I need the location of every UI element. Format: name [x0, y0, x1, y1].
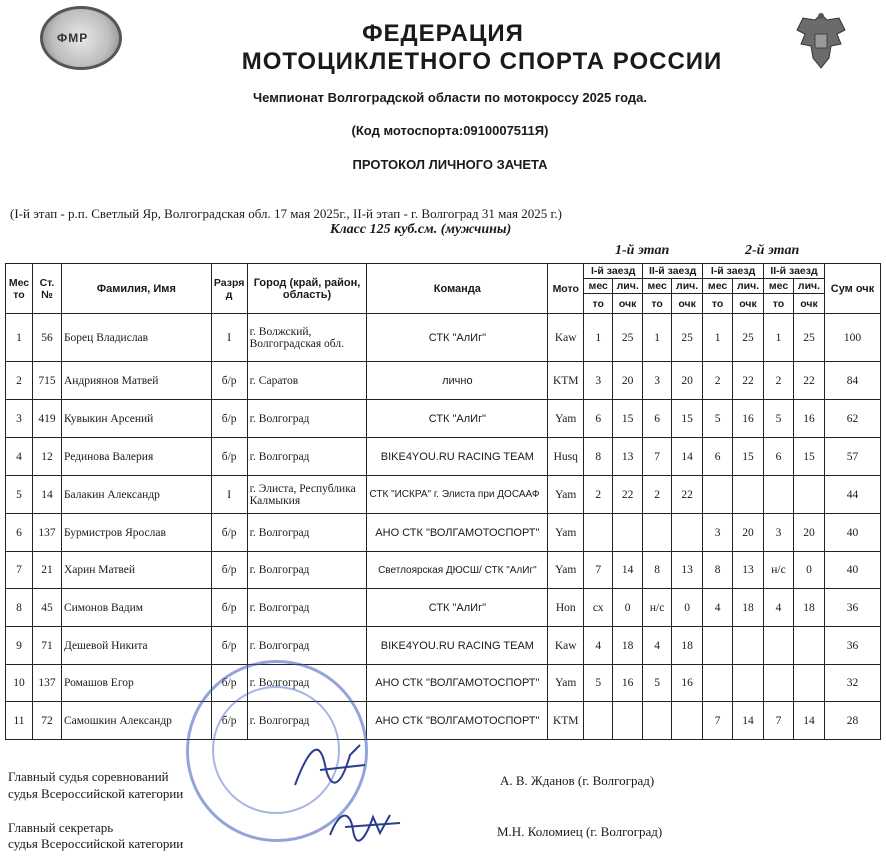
cell-moto: Kaw [548, 627, 584, 665]
cell-e1r2m: 1 [643, 314, 672, 362]
cell-e2r1o: 25 [733, 314, 764, 362]
cell-sum: 40 [824, 514, 880, 552]
secretary-name: М.Н. Коломиец (г. Волгоград) [497, 824, 663, 839]
cell-e1r1o: 13 [613, 438, 643, 476]
judge-role-1: Главный судья соревнований [8, 769, 169, 784]
cell-rank: б/р [211, 627, 247, 665]
cell-e2r2m: 3 [764, 514, 794, 552]
cell-sum: 28 [824, 702, 880, 740]
cell-e1r2o: 20 [672, 362, 703, 400]
cell-name: Ромашов Егор [61, 665, 211, 702]
cell-e2r2o [794, 476, 825, 514]
results-table [5, 263, 881, 740]
cell-city: г. Волжский, Волгоградская обл. [247, 314, 367, 362]
cell-e1r1m: 3 [584, 362, 613, 400]
cell-e2r2m: 2 [764, 362, 794, 400]
cell-city: г. Волгоград [247, 665, 367, 702]
cell-team: лично [367, 362, 548, 400]
cell-team: АНО СТК "ВОЛГАМОТОСПОРТ" [367, 514, 548, 552]
cell-e2r2m: 5 [764, 400, 794, 438]
cell-e2r1m: 7 [703, 702, 733, 740]
col-lich: лич. [794, 279, 825, 294]
cell-e2r1o: 15 [733, 438, 764, 476]
cell-e2r2m: 6 [764, 438, 794, 476]
cell-e1r1o [613, 514, 643, 552]
cell-name: Андриянов Матвей [61, 362, 211, 400]
cell-num: 12 [32, 438, 61, 476]
cell-place: 5 [6, 476, 33, 514]
cell-city: г. Элиста, Республика Калмыкия [247, 476, 367, 514]
cell-e2r2o: 15 [794, 438, 825, 476]
cell-moto: Husq [548, 438, 584, 476]
cell-city: г. Волгоград [247, 552, 367, 589]
judge-role-2: судья Всероссийской категории [8, 786, 184, 801]
cell-name: Борец Владислав [61, 314, 211, 362]
cell-e1r1m [584, 514, 613, 552]
stage-2-label: 2-й этап [745, 243, 800, 258]
cell-e1r1o: 25 [613, 314, 643, 362]
cell-e1r2o: 18 [672, 627, 703, 665]
cell-num: 45 [32, 589, 61, 627]
cell-e1r2m: 2 [643, 476, 672, 514]
cell-moto: Yam [548, 665, 584, 702]
cell-e1r2m [643, 514, 672, 552]
col-to: то [764, 294, 794, 314]
logo-text: ФМР [57, 31, 89, 45]
cell-sum: 40 [824, 552, 880, 589]
stages-info: (I-й этап - р.п. Светлый Яр, Волгоградская обл. 17 мая 2025г., II-й этап - г. Волгоград 31 мая 2025 г.) [10, 206, 562, 221]
table-row [6, 552, 881, 589]
cell-num: 137 [32, 514, 61, 552]
cell-name: Балакин Александр [61, 476, 211, 514]
cell-team: СТК "ИСКРА" г. Элиста при ДОСААФ [367, 476, 548, 514]
cell-e1r2o [672, 514, 703, 552]
cell-e2r1o: 22 [733, 362, 764, 400]
table-row [6, 665, 881, 702]
cell-num: 56 [32, 314, 61, 362]
cell-e2r1m: 5 [703, 400, 733, 438]
cell-e2r2m: 7 [764, 702, 794, 740]
col-to: то [643, 294, 672, 314]
cell-team: СТК "АлИг" [367, 314, 548, 362]
cell-name: Бурмистров Ярослав [61, 514, 211, 552]
cell-e2r1m: 4 [703, 589, 733, 627]
col-lich: лич. [672, 279, 703, 294]
cell-name: Симонов Вадим [61, 589, 211, 627]
stage-1-label: 1-й этап [615, 243, 670, 258]
cell-place: 9 [6, 627, 33, 665]
cell-city: г. Волгоград [247, 514, 367, 552]
cell-e2r2o [794, 627, 825, 665]
cell-team: BIKE4YOU.RU RACING TEAM [367, 438, 548, 476]
cell-e2r1m: 6 [703, 438, 733, 476]
cell-e2r1o [733, 627, 764, 665]
col-ochk: очк [733, 294, 764, 314]
cell-e1r2m: 8 [643, 552, 672, 589]
cell-place: 7 [6, 552, 33, 589]
cell-e2r1o [733, 476, 764, 514]
cell-e2r2m [764, 476, 794, 514]
cell-e2r1m: 1 [703, 314, 733, 362]
cell-e1r1m: сх [584, 589, 613, 627]
col-mesto: мес [584, 279, 613, 294]
cell-e2r2m [764, 627, 794, 665]
cell-e1r2m: 4 [643, 627, 672, 665]
cell-rank: I [211, 314, 247, 362]
cell-num: 72 [32, 702, 61, 740]
cell-e2r1m: 2 [703, 362, 733, 400]
cell-e1r1m: 4 [584, 627, 613, 665]
cell-num: 21 [32, 552, 61, 589]
col-mesto: мес [643, 279, 672, 294]
sport-code: (Код мотоспорта:0910007511Я) [351, 123, 549, 138]
table-row [6, 438, 881, 476]
cell-rank: б/р [211, 514, 247, 552]
judge-name: А. В. Жданов (г. Волгоград) [500, 773, 655, 788]
col-to: то [584, 294, 613, 314]
cell-place: 6 [6, 514, 33, 552]
col-place: Мес то [6, 264, 33, 314]
cell-e2r2o: 25 [794, 314, 825, 362]
cell-e1r2m: 5 [643, 665, 672, 702]
col-num: Ст. № [32, 264, 61, 314]
col-lich: лич. [733, 279, 764, 294]
cell-moto: Hon [548, 589, 584, 627]
cell-moto: Yam [548, 400, 584, 438]
cell-rank: б/р [211, 400, 247, 438]
cell-num: 14 [32, 476, 61, 514]
secretary-signature [325, 805, 405, 845]
cell-name: Рединова Валерия [61, 438, 211, 476]
cell-e1r2o: 15 [672, 400, 703, 438]
table-row [6, 400, 881, 438]
cell-e1r1m: 1 [584, 314, 613, 362]
cell-num: 419 [32, 400, 61, 438]
col-mesto: мес [764, 279, 794, 294]
cell-rank: б/р [211, 438, 247, 476]
cell-e1r2o: 25 [672, 314, 703, 362]
col-ochk: очк [672, 294, 703, 314]
cell-sum: 100 [824, 314, 880, 362]
cell-e1r2m: 3 [643, 362, 672, 400]
cell-name: Кувыкин Арсений [61, 400, 211, 438]
cell-name: Самошкин Александр [61, 702, 211, 740]
cell-moto: Yam [548, 514, 584, 552]
col-city: Город (край, район, область) [247, 264, 367, 314]
cell-e1r1o: 22 [613, 476, 643, 514]
cell-e2r1m [703, 627, 733, 665]
cell-e2r1o [733, 665, 764, 702]
cell-e1r2o: 16 [672, 665, 703, 702]
cell-sum: 44 [824, 476, 880, 514]
cell-e2r1o: 13 [733, 552, 764, 589]
cell-e1r1o: 16 [613, 665, 643, 702]
cell-city: г. Волгоград [247, 400, 367, 438]
cell-sum: 62 [824, 400, 880, 438]
cell-e2r1m [703, 476, 733, 514]
secretary-role-1: Главный секретарь [8, 820, 114, 835]
col-ochk: очк [794, 294, 825, 314]
col-moto: Мото [548, 264, 584, 314]
cell-e2r2o: 14 [794, 702, 825, 740]
cell-place: 11 [6, 702, 33, 740]
cell-e2r2o: 18 [794, 589, 825, 627]
cell-e2r1o: 20 [733, 514, 764, 552]
table-row [6, 702, 881, 740]
cell-num: 71 [32, 627, 61, 665]
cell-e2r2m: 1 [764, 314, 794, 362]
cell-e1r2o: 13 [672, 552, 703, 589]
cell-e1r1o: 14 [613, 552, 643, 589]
cell-e1r2m: н/с [643, 589, 672, 627]
cell-moto: KTM [548, 362, 584, 400]
cell-sum: 84 [824, 362, 880, 400]
cell-e1r1m: 6 [584, 400, 613, 438]
cell-e2r1o: 18 [733, 589, 764, 627]
cell-rank: I [211, 476, 247, 514]
cell-rank: б/р [211, 362, 247, 400]
col-rank: Разря д [211, 264, 247, 314]
cell-e2r2o: 16 [794, 400, 825, 438]
cell-team: АНО СТК "ВОЛГАМОТОСПОРТ" [367, 702, 548, 740]
cell-e1r2m: 7 [643, 438, 672, 476]
cell-e2r2m: н/с [764, 552, 794, 589]
col-lich: лич. [613, 279, 643, 294]
cell-moto: Yam [548, 476, 584, 514]
col-e2-race2: II-й заезд [764, 264, 825, 279]
cell-e1r1m [584, 702, 613, 740]
cell-e1r1m: 2 [584, 476, 613, 514]
cell-name: Харин Матвей [61, 552, 211, 589]
cell-e2r2o [794, 665, 825, 702]
cell-e1r2o: 14 [672, 438, 703, 476]
title-line-1: ФЕДЕРАЦИЯ [362, 20, 524, 47]
cell-team: Светлоярская ДЮСШ/ СТК "АлИг" [367, 552, 548, 589]
cell-e1r1m: 8 [584, 438, 613, 476]
cell-city: г. Волгоград [247, 702, 367, 740]
cell-city: г. Волгоград [247, 627, 367, 665]
title-line-2: МОТОЦИКЛЕТНОГО СПОРТА РОССИИ [241, 48, 723, 75]
cell-e1r2m [643, 702, 672, 740]
secretary-role-2: судья Всероссийской категории [8, 836, 184, 851]
cell-moto: Yam [548, 552, 584, 589]
cell-city: г. Волгоград [247, 589, 367, 627]
cell-e1r1o: 15 [613, 400, 643, 438]
cell-name: Дешевой Никита [61, 627, 211, 665]
cell-rank: б/р [211, 702, 247, 740]
cell-e2r1m: 3 [703, 514, 733, 552]
cell-rank: б/р [211, 552, 247, 589]
col-mesto: мес [703, 279, 733, 294]
table-row [6, 627, 881, 665]
cell-place: 1 [6, 314, 33, 362]
cell-e1r2o [672, 702, 703, 740]
col-name: Фамилия, Имя [61, 264, 211, 314]
table-row [6, 362, 881, 400]
cell-sum: 36 [824, 589, 880, 627]
cell-city: г. Волгоград [247, 438, 367, 476]
cell-moto: Kaw [548, 314, 584, 362]
class-title: Класс 125 куб.см. (мужчины) [330, 222, 512, 237]
cell-rank: б/р [211, 589, 247, 627]
cell-sum: 36 [824, 627, 880, 665]
cell-e1r2m: 6 [643, 400, 672, 438]
cell-e1r2o: 0 [672, 589, 703, 627]
cell-e2r2m [764, 665, 794, 702]
cell-e2r1m: 8 [703, 552, 733, 589]
cell-num: 715 [32, 362, 61, 400]
cell-e2r2o: 0 [794, 552, 825, 589]
cell-rank: б/р [211, 665, 247, 702]
cell-e1r2o: 22 [672, 476, 703, 514]
cell-e1r1o: 20 [613, 362, 643, 400]
protocol-title: ПРОТОКОЛ ЛИЧНОГО ЗАЧЕТА [352, 157, 548, 172]
cell-e1r1m: 5 [584, 665, 613, 702]
cell-e1r1o: 18 [613, 627, 643, 665]
table-row [6, 314, 881, 362]
cell-team: СТК "АлИг" [367, 400, 548, 438]
cell-sum: 32 [824, 665, 880, 702]
cell-team: СТК "АлИг" [367, 589, 548, 627]
cell-e2r2o: 20 [794, 514, 825, 552]
cell-moto: KTM [548, 702, 584, 740]
cell-place: 3 [6, 400, 33, 438]
judge-signature [290, 735, 370, 795]
cell-e2r1o: 14 [733, 702, 764, 740]
cell-e2r2o: 22 [794, 362, 825, 400]
col-sum: Сум очк [824, 264, 880, 314]
cell-team: АНО СТК "ВОЛГАМОТОСПОРТ" [367, 665, 548, 702]
cell-city: г. Саратов [247, 362, 367, 400]
cell-e1r1o: 0 [613, 589, 643, 627]
col-team: Команда [367, 264, 548, 314]
col-e1-race1: I-й заезд [584, 264, 643, 279]
col-e1-race2: II-й заезд [643, 264, 703, 279]
cell-place: 8 [6, 589, 33, 627]
table-row [6, 476, 881, 514]
cell-e1r1m: 7 [584, 552, 613, 589]
cell-num: 137 [32, 665, 61, 702]
cell-e2r1m [703, 665, 733, 702]
championship-title: Чемпионат Волгоградской области по мотокроссу 2025 года. [253, 90, 647, 105]
table-row [6, 514, 881, 552]
cell-e2r2m: 4 [764, 589, 794, 627]
cell-e1r1o [613, 702, 643, 740]
cell-sum: 57 [824, 438, 880, 476]
cell-place: 10 [6, 665, 33, 702]
table-row [6, 589, 881, 627]
col-e2-race1: I-й заезд [703, 264, 764, 279]
cell-team: BIKE4YOU.RU RACING TEAM [367, 627, 548, 665]
col-ochk: очк [613, 294, 643, 314]
cell-place: 4 [6, 438, 33, 476]
cell-place: 2 [6, 362, 33, 400]
cell-e2r1o: 16 [733, 400, 764, 438]
col-to: то [703, 294, 733, 314]
